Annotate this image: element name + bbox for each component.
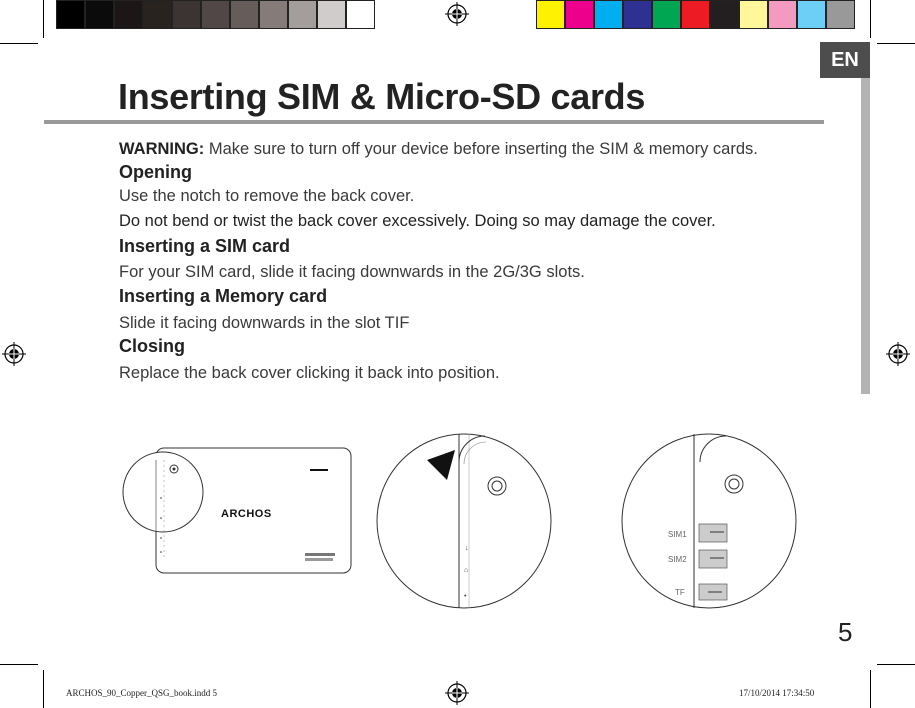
- color-swatch: [230, 0, 259, 29]
- warning-text: Make sure to turn off your device before inserting the SIM & memory cards.: [204, 140, 758, 158]
- color-swatch: [114, 0, 143, 29]
- registration-mark-icon: [886, 342, 910, 366]
- svg-text:⌂: ⌂: [464, 567, 469, 574]
- opening-line-1: Use the notch to remove the back cover.: [119, 187, 415, 205]
- color-swatch: [710, 0, 739, 29]
- slot-label-tf: TF: [675, 588, 685, 597]
- crop-mark: [870, 670, 871, 708]
- opening-line-2: Do not bend or twist the back cover excessively. Doing so may damage the cover.: [119, 212, 716, 230]
- section-heading-memory: Inserting a Memory card: [119, 286, 328, 306]
- slot-label-sim1: SIM1: [668, 530, 687, 539]
- crop-mark: [0, 43, 38, 44]
- crop-mark: [877, 664, 915, 665]
- registration-mark-icon: [2, 342, 26, 366]
- sim-line-1: For your SIM card, slide it facing downwards in the 2G/3G slots.: [119, 263, 585, 281]
- color-swatch-bar: [536, 0, 855, 31]
- slot-label-sim2: SIM2: [668, 555, 687, 564]
- brand-logo: ARCHOS: [221, 508, 272, 520]
- closing-line-1: Replace the back cover clicking it back into position.: [119, 364, 500, 382]
- registration-mark-icon: [445, 2, 469, 26]
- svg-text:•: •: [464, 593, 467, 600]
- crop-mark: [0, 664, 38, 665]
- color-swatch: [594, 0, 623, 29]
- registration-mark-icon: [445, 681, 469, 705]
- color-swatch: [768, 0, 797, 29]
- color-swatch: [681, 0, 710, 29]
- color-swatch: [85, 0, 114, 29]
- page-title: Inserting SIM & Micro-SD cards: [118, 76, 646, 117]
- color-swatch: [565, 0, 594, 29]
- color-swatch: [317, 0, 346, 29]
- color-swatch: [288, 0, 317, 29]
- color-swatch: [259, 0, 288, 29]
- section-heading-sim: Inserting a SIM card: [119, 236, 291, 256]
- card-slots-illustration: [620, 432, 798, 610]
- color-swatch: [172, 0, 201, 29]
- footer-timestamp: 17/10/2014 17:34:50: [739, 688, 815, 698]
- footer-filename: ARCHOS_90_Copper_QSG_book.indd 5: [66, 688, 218, 698]
- side-accent-bar: [861, 78, 870, 394]
- color-swatch: [652, 0, 681, 29]
- crop-mark: [43, 670, 44, 708]
- page-number: 5: [838, 617, 853, 647]
- color-swatch: [536, 0, 565, 29]
- warning-label: WARNING:: [119, 140, 205, 158]
- title-underline: [44, 120, 824, 124]
- color-swatch: [56, 0, 85, 29]
- notch-closeup-illustration: [375, 432, 553, 610]
- color-swatch: [797, 0, 826, 29]
- color-swatch: [623, 0, 652, 29]
- memory-line-1: Slide it facing downwards in the slot TIF: [119, 314, 410, 332]
- section-heading-closing: Closing: [119, 336, 185, 356]
- color-swatch: [739, 0, 768, 29]
- section-heading-opening: Opening: [119, 162, 192, 182]
- warning-paragraph: [119, 140, 758, 159]
- language-tab: EN: [820, 42, 870, 78]
- crop-mark: [877, 43, 915, 44]
- svg-text:↓: ↓: [465, 545, 469, 552]
- color-swatch: [201, 0, 230, 29]
- crop-mark: [870, 0, 871, 38]
- crop-mark: [43, 0, 44, 38]
- color-swatch: [826, 0, 855, 29]
- color-swatch: [143, 0, 172, 29]
- gray-swatch-bar: [56, 0, 375, 31]
- tablet-back-illustration: [115, 440, 360, 580]
- color-swatch: [346, 0, 375, 29]
